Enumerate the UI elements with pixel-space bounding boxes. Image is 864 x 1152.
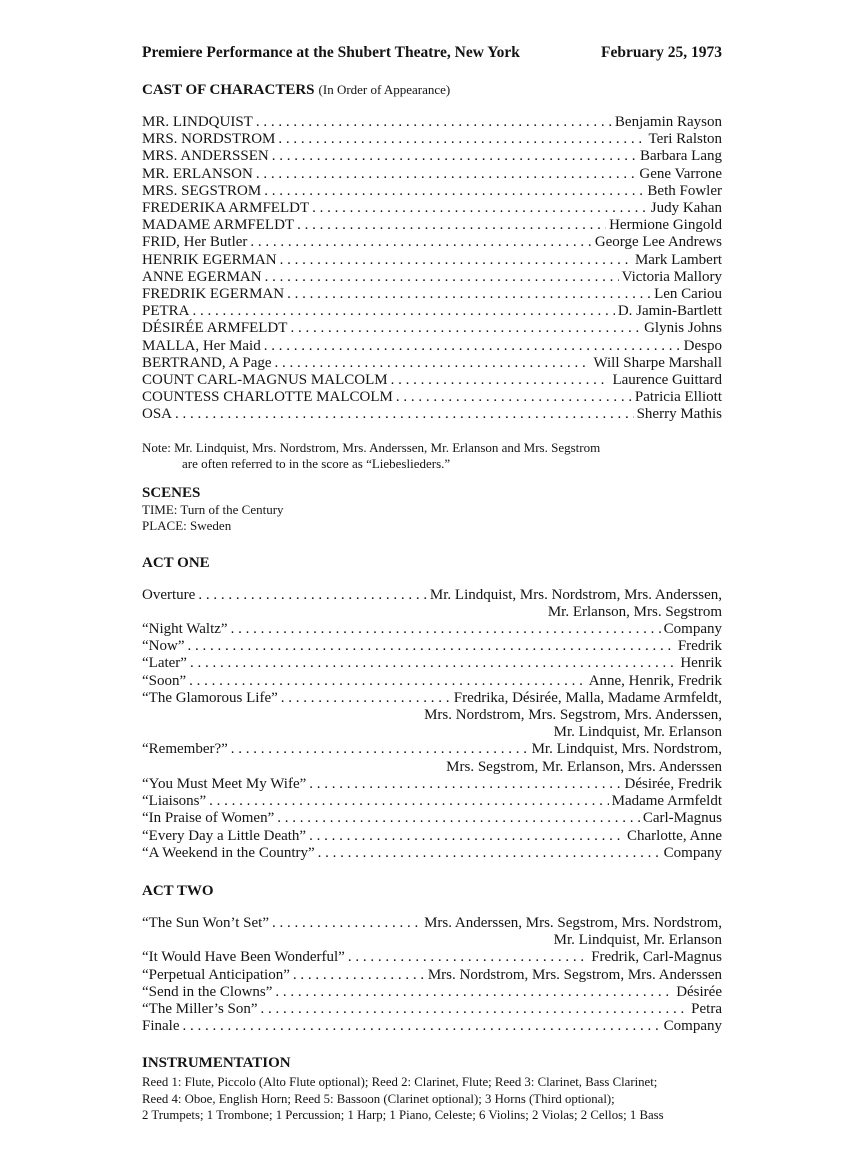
song-performers: Petra [691, 1000, 722, 1017]
cast-role: FREDRIK EGERMAN [142, 286, 285, 303]
song-row [142, 587, 722, 604]
cast-actor: Barbara Lang [639, 148, 722, 165]
song-entry [142, 915, 722, 949]
song-performers: Madame Armfeldt [611, 793, 722, 810]
dot-leader [264, 338, 681, 355]
song-row [142, 793, 722, 810]
cast-row [142, 286, 722, 303]
song-row [142, 828, 722, 845]
song-entry [142, 949, 722, 966]
instrumentation-line: Reed 1: Flute, Piccolo (Alto Flute optional); Reed 2: Clarinet, Flute; Reed 3: Clarinet, Bass Clarinet; [142, 1075, 658, 1090]
dot-leader [391, 372, 610, 389]
dot-leader [187, 638, 674, 655]
song-entry [142, 741, 722, 775]
dot-leader [275, 984, 673, 1001]
song-row [142, 1001, 722, 1018]
cast-row [142, 131, 722, 148]
instrumentation-line: Reed 4: Oboe, English Horn; Reed 5: Bassoon (Clarinet optional); 3 Horns (Third optional); [142, 1091, 615, 1106]
song-row [142, 915, 722, 932]
song-title: Finale [142, 1018, 180, 1035]
song-row [142, 690, 722, 707]
cast-row [142, 200, 722, 217]
song-entry [142, 984, 722, 1001]
song-row [142, 638, 722, 655]
cast-row [142, 166, 722, 183]
act-one-song-list [142, 587, 722, 862]
song-row [142, 673, 722, 690]
instrumentation-line: 2 Trumpets; 1 Trombone; 1 Percussion; 1 Harp; 1 Piano, Celeste; 6 Violins; 2 Violas; 2 Cellos; 1 Bass [142, 1108, 664, 1123]
dot-leader [293, 967, 425, 984]
cast-row [142, 217, 722, 234]
cast-actor: Laurence Guittard [612, 372, 722, 389]
song-title: “The Glamorous Life” [142, 689, 278, 706]
song-row [142, 1018, 722, 1035]
cast-actor: Gene Varrone [639, 165, 722, 182]
cast-actor: Mark Lambert [634, 251, 722, 268]
song-row [142, 655, 722, 672]
song-title: “Later” [142, 655, 187, 672]
cast-role: BERTRAND, A Page [142, 354, 272, 371]
song-performers: Company [663, 1018, 722, 1035]
page-content [142, 44, 722, 1124]
dot-leader [272, 148, 637, 165]
premiere-date: February 25, 1973 [601, 44, 722, 61]
song-title: “Soon” [142, 672, 187, 689]
song-title: “You Must Meet My Wife” [142, 775, 307, 792]
song-performers-continuation: Mr. Lindquist, Mr. Erlanson [553, 724, 722, 741]
cast-actor: Glynis Johns [644, 320, 722, 337]
cast-role: MRS. ANDERSSEN [142, 148, 269, 165]
song-performers: Mr. Lindquist, Mrs. Nordstrom, [531, 741, 722, 758]
scenes-heading: SCENES [142, 484, 201, 501]
cast-heading-subtext: (In Order of Appearance) [318, 82, 451, 97]
song-entry [142, 967, 722, 984]
cast-role: ANNE EGERMAN [142, 268, 262, 285]
song-performers: Fredrik [677, 638, 722, 655]
act-one-heading: ACT ONE [142, 554, 210, 571]
song-title: “Liaisons” [142, 793, 207, 810]
song-performers: Désirée, Fredrik [624, 775, 722, 792]
song-entry [142, 1018, 722, 1035]
cast-row [142, 389, 722, 406]
song-performers-continuation: Mr. Erlanson, Mrs. Segstrom [547, 603, 722, 620]
song-title: “Every Day a Little Death” [142, 827, 307, 844]
song-title: “Now” [142, 638, 185, 655]
cast-actor: Victoria Mallory [621, 268, 722, 285]
cast-role: COUNT CARL-MAGNUS MALCOLM [142, 372, 388, 389]
cast-role: DÉSIRÉE ARMFELDT [142, 320, 288, 337]
song-title: “Send in the Clowns” [142, 983, 273, 1000]
song-performers: Carl-Magnus [642, 810, 722, 827]
song-entry [142, 587, 722, 621]
dot-leader [278, 131, 645, 148]
cast-actor: Benjamin Rayson [614, 114, 722, 130]
song-performers: Désirée [676, 983, 722, 1000]
song-entry [142, 690, 722, 742]
dot-leader [175, 406, 634, 423]
cast-list [142, 114, 722, 424]
dot-leader [264, 183, 644, 200]
song-title: “Night Waltz” [142, 621, 228, 638]
song-performers: Company [663, 844, 722, 861]
cast-actor: Teri Ralston [648, 131, 722, 148]
song-row [142, 984, 722, 1001]
song-entry [142, 828, 722, 845]
song-performers: Anne, Henrik, Fredrik [588, 672, 722, 689]
dot-leader [189, 673, 586, 690]
act-two-song-list [142, 915, 722, 1035]
song-entry [142, 621, 722, 638]
cast-role: COUNTESS CHARLOTTE MALCOLM [142, 389, 393, 406]
song-performers-continuation: Mr. Lindquist, Mr. Erlanson [553, 932, 722, 949]
scenes-place: PLACE: Sweden [142, 517, 232, 533]
dot-leader [265, 269, 619, 286]
dot-leader [256, 114, 612, 131]
dot-leader [318, 845, 661, 862]
cast-role: PETRA [142, 303, 190, 320]
cast-row [142, 148, 722, 165]
song-entry [142, 655, 722, 672]
cast-role: MR. LINDQUIST [142, 114, 253, 130]
song-performers: Charlotte, Anne [627, 827, 722, 844]
dot-leader [309, 828, 624, 845]
song-title: “It Would Have Been Wonderful” [142, 949, 345, 966]
dot-leader [256, 166, 637, 183]
cast-row [142, 320, 722, 337]
cast-row [142, 183, 722, 200]
cast-actor: Patricia Elliott [634, 389, 722, 406]
song-performers: Company [663, 621, 722, 638]
cast-row [142, 114, 722, 131]
dot-leader [309, 776, 621, 793]
song-performers: Fredrika, Désirée, Malla, Madame Armfeldt, [453, 689, 722, 706]
dot-leader [183, 1018, 661, 1035]
song-title: Overture [142, 586, 196, 603]
cast-heading-text: CAST OF CHARACTERS [142, 82, 315, 98]
song-row [142, 776, 722, 793]
dot-leader [275, 355, 591, 372]
cast-actor: Sherry Mathis [636, 406, 722, 423]
dot-leader [231, 621, 661, 638]
song-title: “The Sun Won’t Set” [142, 914, 269, 931]
cast-row [142, 338, 722, 355]
dot-leader [287, 286, 651, 303]
note-line: are often referred to in the score as “Liebeslieders.” [182, 455, 451, 471]
cast-row [142, 303, 722, 320]
song-title: “Perpetual Anticipation” [142, 966, 290, 983]
cast-role: FRID, Her Butler [142, 234, 248, 251]
song-entry [142, 1001, 722, 1018]
cast-row [142, 252, 722, 269]
song-title: “In Praise of Women” [142, 810, 275, 827]
dot-leader [396, 389, 632, 406]
song-entry [142, 845, 722, 862]
dot-leader [277, 810, 640, 827]
dot-leader [190, 655, 677, 672]
cast-actor: Len Cariou [654, 286, 722, 303]
cast-role: OSA [142, 406, 173, 423]
song-entry [142, 638, 722, 655]
song-performers: Mrs. Nordstrom, Mrs. Segstrom, Mrs. Anderssen [427, 966, 722, 983]
cast-actor: Hermione Gingold [609, 217, 722, 234]
cast-actor: Judy Kahan [650, 200, 722, 217]
song-performers-continuation: Mrs. Nordstrom, Mrs. Segstrom, Mrs. Anderssen, [424, 707, 722, 724]
act-two-heading: ACT TWO [142, 882, 214, 899]
cast-row [142, 355, 722, 372]
dot-leader [272, 915, 421, 932]
song-row [142, 845, 722, 862]
song-title: “The Miller’s Son” [142, 1000, 258, 1017]
cast-role: MALLA, Her Maid [142, 337, 261, 354]
cast-role: MR. ERLANSON [142, 165, 253, 182]
dot-leader [261, 1001, 689, 1018]
instrumentation-heading: INSTRUMENTATION [142, 1055, 291, 1072]
dot-leader [280, 252, 632, 269]
dot-leader [198, 587, 427, 604]
song-entry [142, 793, 722, 810]
dot-leader [209, 793, 608, 810]
note-line: Note: Mr. Lindquist, Mrs. Nordstrom, Mrs. Anderssen, Mr. Erlanson and Mrs. Segstrom [142, 439, 601, 455]
cast-actor: D. Jamin-Bartlett [617, 303, 722, 320]
cast-actor: Beth Fowler [647, 182, 722, 199]
cast-actor: George Lee Andrews [594, 234, 722, 251]
cast-role: MRS. NORDSTROM [142, 131, 276, 148]
premiere-header [142, 44, 722, 62]
cast-row [142, 372, 722, 389]
cast-section-heading [142, 82, 722, 99]
cast-role: MADAME ARMFELDT [142, 217, 295, 234]
cast-row [142, 234, 722, 251]
dot-leader [297, 217, 606, 234]
scenes-section [142, 485, 722, 534]
cast-row [142, 406, 722, 423]
instrumentation-section [142, 1055, 722, 1124]
cast-role: MRS. SEGSTROM [142, 182, 262, 199]
dot-leader [250, 234, 591, 251]
song-entry [142, 776, 722, 793]
song-performers-continuation: Mrs. Segstrom, Mr. Erlanson, Mrs. Anderssen [446, 758, 722, 775]
dot-leader [281, 690, 451, 707]
song-performers: Henrik [680, 655, 722, 672]
song-row [142, 810, 722, 827]
cast-role: FREDERIKA ARMFELDT [142, 200, 310, 217]
song-row [142, 741, 722, 758]
song-entry [142, 673, 722, 690]
song-entry [142, 810, 722, 827]
song-title: “Remember?” [142, 741, 228, 758]
cast-actor: Despo [683, 337, 722, 354]
scenes-time: TIME: Turn of the Century [142, 501, 284, 517]
dot-leader [290, 320, 641, 337]
dot-leader [312, 200, 648, 217]
song-performers: Fredrik, Carl-Magnus [591, 949, 722, 966]
liebeslieders-note [142, 440, 722, 472]
dot-leader [193, 303, 615, 320]
dot-leader [348, 949, 588, 966]
cast-row [142, 269, 722, 286]
song-title: “A Weekend in the Country” [142, 844, 315, 861]
song-row [142, 949, 722, 966]
song-row [142, 967, 722, 984]
cast-actor: Will Sharpe Marshall [593, 354, 722, 371]
instrumentation-lines [142, 1074, 722, 1124]
song-performers: Mr. Lindquist, Mrs. Nordstrom, Mrs. Anderssen, [429, 586, 722, 603]
premiere-title: Premiere Performance at the Shubert Theatre, New York [142, 44, 520, 61]
dot-leader [231, 741, 529, 758]
song-performers: Mrs. Anderssen, Mrs. Segstrom, Mrs. Nordstrom, [424, 914, 722, 931]
song-row [142, 621, 722, 638]
cast-role: HENRIK EGERMAN [142, 251, 277, 268]
